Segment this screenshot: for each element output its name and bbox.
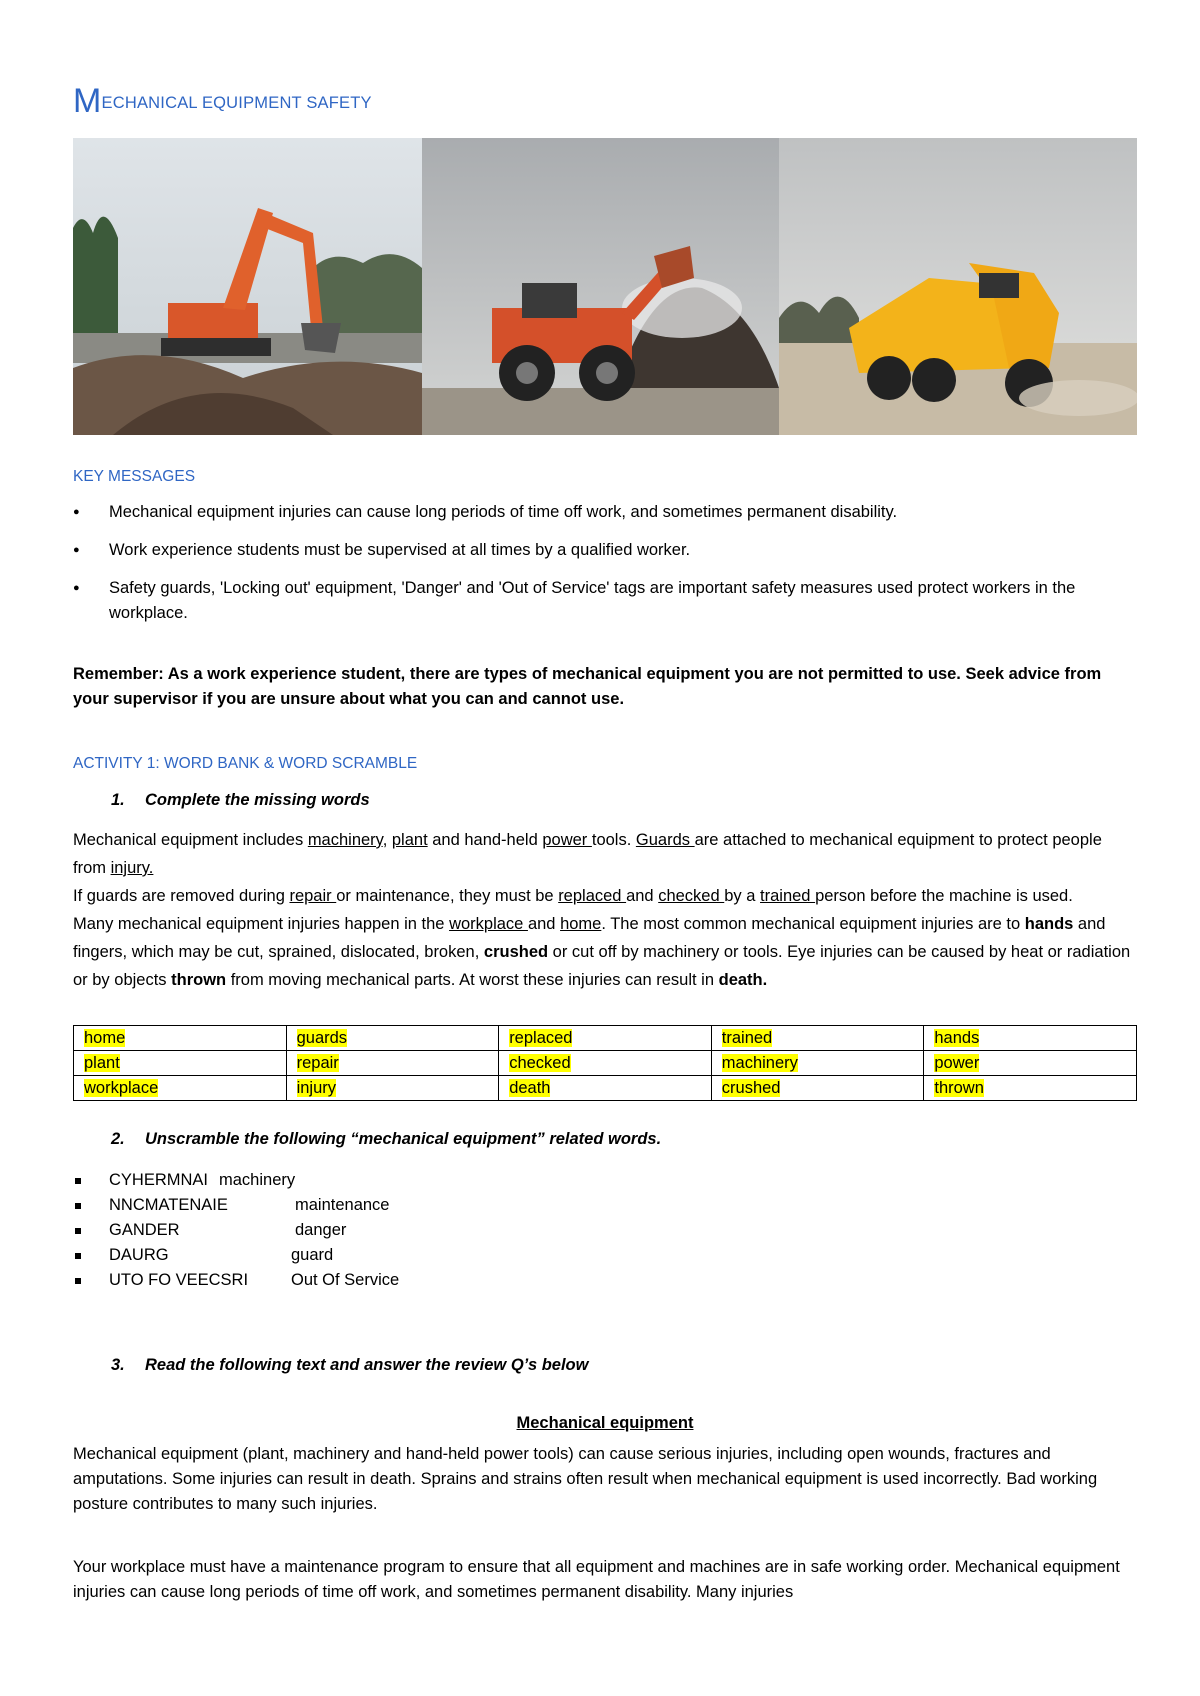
scramble-answer: guard <box>291 1246 334 1264</box>
table-cell <box>286 1026 499 1051</box>
table-row <box>74 1051 1137 1076</box>
list-item <box>73 1168 399 1193</box>
answer-word: crushed <box>483 943 549 961</box>
table-cell <box>499 1026 712 1051</box>
answer-word: hands <box>1024 915 1074 933</box>
reading-title: Mechanical equipment <box>516 1414 694 1432</box>
word-bank-word: hands <box>934 1029 980 1047</box>
answer-word: replaced <box>558 887 627 905</box>
scramble-list <box>73 1168 399 1293</box>
list-item <box>73 1268 399 1293</box>
answer-word: trained <box>760 887 816 905</box>
list-item <box>73 1218 399 1243</box>
title-rest: ECHANICAL EQUIPMENT SAFETY <box>101 94 372 112</box>
list-item: ● Mechanical equipment injuries can cause long periods of time off work, and sometimes permanent disability. <box>73 500 1137 525</box>
list-item <box>73 1243 399 1268</box>
answer-word: workplace <box>449 915 528 933</box>
table-cell <box>286 1076 499 1101</box>
excavator-photo <box>73 138 422 435</box>
question-number: 2. <box>111 1130 125 1148</box>
scrambled-word: CYHERMNAI <box>109 1171 209 1189</box>
word-bank-word: crushed <box>721 1079 781 1097</box>
answer-word: plant <box>391 831 428 849</box>
question-3 <box>111 1356 588 1375</box>
scrambled-word: GANDER <box>109 1221 180 1239</box>
table-cell <box>711 1026 924 1051</box>
reading-paragraph-2: Your workplace must have a maintenance program to ensure that all equipment and machines are in safe working order. Mechanical equipment injuries can cause long periods of time off work, and sometimes permanent disability. Many injuries <box>73 1558 1120 1601</box>
scrambled-word: DAURG <box>109 1246 169 1264</box>
table-cell <box>74 1076 287 1101</box>
key-messages-heading: KEY MESSAGES <box>73 468 196 485</box>
table-cell <box>711 1076 924 1101</box>
document-title <box>73 84 372 118</box>
word-bank-word: workplace <box>84 1079 159 1097</box>
table-row <box>74 1026 1137 1051</box>
activity1-heading: ACTIVITY 1: WORD BANK & WORD SCRAMBLE <box>73 755 418 772</box>
word-bank-word: machinery <box>721 1054 798 1072</box>
table-cell <box>924 1051 1137 1076</box>
scramble-answer: Out Of Service <box>291 1271 400 1289</box>
answer-word: Guards <box>635 831 695 849</box>
answer-word: checked <box>658 887 725 905</box>
question-number: 3. <box>111 1356 125 1374</box>
word-bank-word: guards <box>296 1029 348 1047</box>
table-cell <box>924 1026 1137 1051</box>
fill-in-paragraph: Mechanical equipment includes machinery, plant and hand-held power tools. Guards are attached to mechanical equipment to protect people from injury. If guards are removed during repair or maintenance, they must be replaced and checked by a trained person before the machine is used. Many mechanical equipment injuries happen in the workplace and home. The most common mechanical equipment injuries are to hands and fingers, which may be cut, sprained, dislocated, broken, crushed or cut off by machinery or tools. Eye injuries can be caused by heat or radiation or by objects thrown from moving mechanical parts. At worst these injuries can result in death. <box>73 831 1131 989</box>
remember-note: Remember: As a work experience student, there are types of mechanical equipment you are not permitted to use. Seek advice from your supervisor if you are unsure about what you can and cannot use. <box>73 665 1102 708</box>
word-bank-word: checked <box>509 1054 571 1072</box>
table-cell <box>499 1051 712 1076</box>
word-bank-word: repair <box>296 1054 339 1072</box>
question-2 <box>111 1130 661 1149</box>
question-text: Read the following text and answer the review Q’s below <box>145 1356 589 1374</box>
reading-paragraph-1: Mechanical equipment (plant, machinery and hand-held power tools) can cause serious injuries, including open wounds, fractures and amputations. Some injuries can result in death. Sprains and strains often result when mechanical equipment is used incorrectly. Bad working posture contributes to many such injuries. <box>73 1445 1098 1513</box>
question-text: Unscramble the following “mechanical equipment” related words. <box>145 1130 662 1148</box>
wheel-loader-photo <box>422 138 779 435</box>
question-text: Complete the missing words <box>145 791 370 809</box>
table-cell <box>74 1051 287 1076</box>
word-bank-word: home <box>84 1029 126 1047</box>
answer-word: repair <box>289 887 337 905</box>
answer-word: thrown <box>171 971 227 989</box>
table-cell <box>924 1076 1137 1101</box>
word-bank-word: injury <box>296 1079 337 1097</box>
table-row <box>74 1076 1137 1101</box>
answer-word: machinery <box>307 831 383 849</box>
answer-word: death. <box>718 971 768 989</box>
table-cell <box>74 1026 287 1051</box>
scramble-answer: maintenance <box>295 1196 390 1214</box>
scrambled-word: NNCMATENAIE <box>109 1196 228 1214</box>
question-1 <box>111 791 370 810</box>
photo-strip <box>73 138 1137 435</box>
list-item: ● Safety guards, 'Locking out' equipment, 'Danger' and 'Out of Service' tags are important safety measures used protect workers in the workplace. <box>73 576 1137 626</box>
title-initial: M <box>73 82 102 120</box>
word-bank-word: thrown <box>934 1079 984 1097</box>
table-cell <box>711 1051 924 1076</box>
word-bank-word: death <box>509 1079 551 1097</box>
list-item <box>73 1193 399 1218</box>
word-bank-word: power <box>934 1054 980 1072</box>
scramble-answer: danger <box>295 1221 347 1239</box>
dump-truck-photo <box>779 138 1137 435</box>
table-cell <box>499 1076 712 1101</box>
word-bank-word: plant <box>84 1054 120 1072</box>
key-messages-list <box>73 500 1137 639</box>
table-cell <box>286 1051 499 1076</box>
word-bank-word: trained <box>721 1029 773 1047</box>
answer-word: power <box>542 831 592 849</box>
list-item: ● Work experience students must be supervised at all times by a qualified worker. <box>73 538 1137 563</box>
scramble-answer: machinery <box>219 1171 296 1189</box>
scrambled-word: UTO FO VEECSRI <box>109 1271 249 1289</box>
question-number: 1. <box>111 791 125 809</box>
answer-word: home <box>560 915 602 933</box>
word-bank-word: replaced <box>509 1029 573 1047</box>
answer-word: injury. <box>110 859 154 877</box>
word-bank-table <box>73 1025 1137 1101</box>
